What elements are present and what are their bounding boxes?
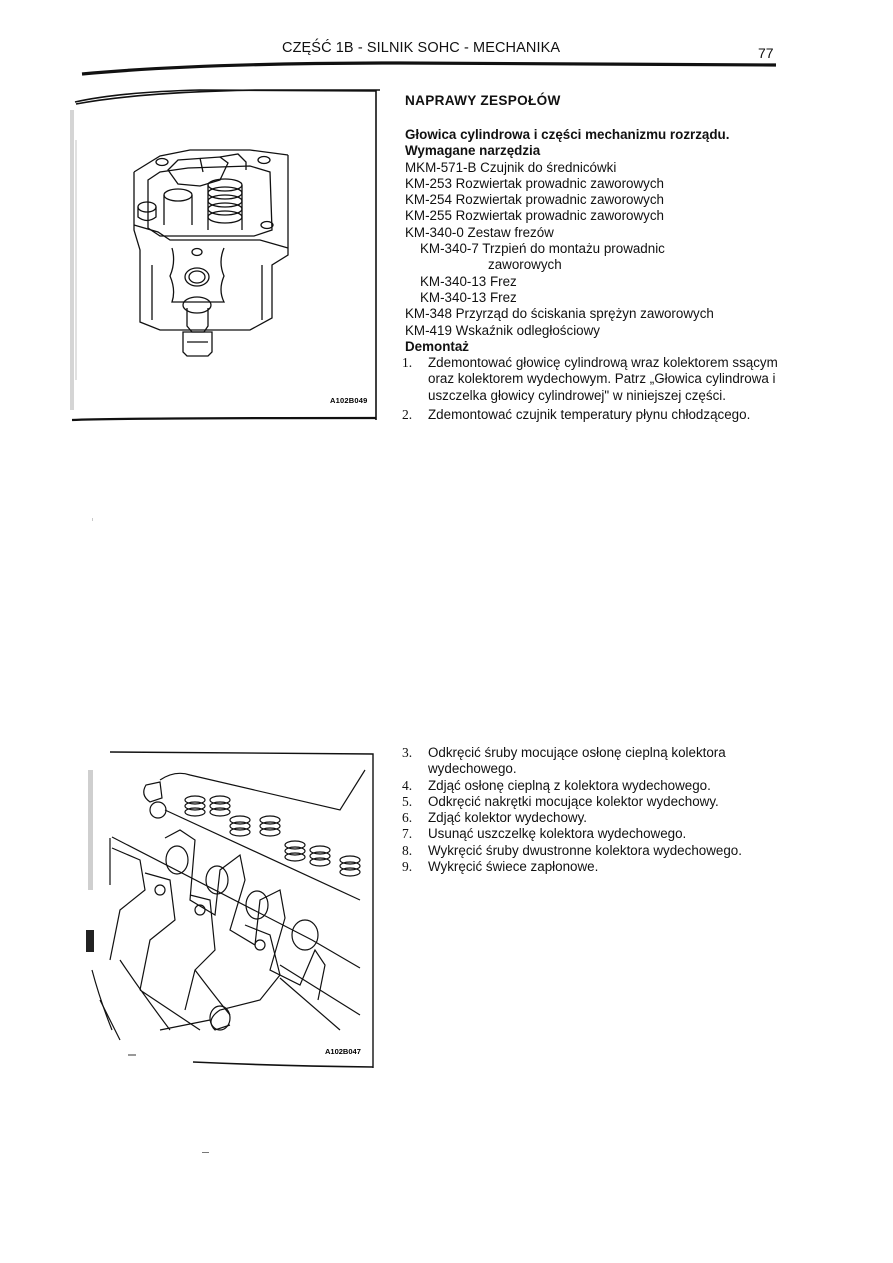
step-number: 7. — [402, 826, 413, 842]
step-item — [400, 794, 790, 810]
figure-cylinder-head — [60, 80, 390, 430]
tool-item: KM-253 Rozwiertak prowadnic zaworowych — [405, 175, 664, 191]
figure-label: A102B049 — [330, 396, 368, 405]
scan-edge-noise — [70, 110, 77, 410]
step-item — [402, 355, 795, 404]
manifold-illustration — [92, 770, 365, 1040]
tools-and-disassembly-block — [402, 127, 795, 423]
tool-item: MKM-571-B Czujnik do średnicówki — [405, 159, 617, 175]
step-text: Zdjąć osłonę cieplną z kolektora wydechowego. — [428, 777, 711, 793]
step-text: Odkręcić śruby mocujące osłonę cieplną kolektora wydechowego. — [428, 745, 726, 777]
step-text: Usunąć uszczelkę kolektora wydechowego. — [428, 826, 687, 842]
figure-exhaust-manifold — [80, 740, 380, 1080]
step-text: Zdjąć kolektor wydechowy. — [428, 810, 588, 826]
tool-item: KM-255 Rozwiertak prowadnic zaworowych — [405, 208, 664, 224]
section-heading: NAPRAWY ZESPOŁÓW — [405, 93, 561, 108]
step-item — [400, 859, 790, 875]
step-item — [400, 826, 790, 842]
disassembly-steps — [402, 355, 795, 423]
step-number: 3. — [402, 745, 413, 760]
step-text: Odkręcić nakrętki mocujące kolektor wydechowy. — [428, 793, 719, 809]
step-text: Zdemontować czujnik temperatury płynu chłodzącego. — [428, 407, 751, 423]
step-text: Wykręcić świece zapłonowe. — [428, 859, 599, 875]
step-number: 4. — [402, 777, 413, 793]
step-text: Wykręcić śruby dwustronne kolektora wydechowego. — [428, 842, 742, 858]
step-text: Zdemontować głowicę cylindrową wraz kolektorem ssącym oraz kolektorem wydechowym. Patrz „Głowica cylindrowa i uszczelka głowicy cylindrowej" w niniejszej części. — [428, 355, 778, 403]
gasket — [165, 830, 325, 1000]
page-header-title: CZĘŚĆ 1B - SILNIK SOHC - MECHANIKA — [282, 40, 561, 56]
step-number: 9. — [402, 859, 413, 875]
subtool-item: KM-340-13 Frez — [420, 289, 517, 305]
tool-item: KM-419 Wskaźnik odległościowy — [405, 322, 600, 338]
page-number: 77 — [758, 45, 774, 61]
valve-springs — [185, 796, 360, 876]
disassembly-steps-continued — [400, 745, 790, 875]
subtool-item: KM-340-7 Trzpień do montażu prowadnic — [420, 241, 665, 257]
disassembly-steps — [400, 745, 790, 875]
step-item — [400, 843, 790, 859]
tool-item: KM-348 Przyrząd do ściskania sprężyn zaworowych — [405, 306, 714, 322]
step-number: 8. — [402, 842, 413, 858]
step-number: 2. — [402, 407, 413, 423]
tool-item: KM-254 Rozwiertak prowadnic zaworowych — [405, 192, 664, 208]
tools-heading: Wymagane narzędzia — [405, 143, 541, 159]
subtool-item: KM-340-13 Frez — [420, 273, 517, 289]
disassembly-heading: Demontaż — [405, 338, 469, 354]
subtool-item-continuation: zaworowych — [488, 257, 562, 273]
step-item — [400, 745, 790, 778]
step-item — [400, 778, 790, 794]
header-rule — [0, 0, 893, 140]
figure-label: A102B047 — [325, 1047, 361, 1056]
exhaust-manifold — [110, 848, 340, 1030]
step-item — [400, 810, 790, 826]
scan-edge-noise — [86, 770, 94, 952]
step-number: 6. — [402, 810, 413, 826]
cylinder-head-illustration — [134, 150, 288, 356]
subsection-title: Głowica cylindrowa i części mechanizmu rozrządu. — [405, 127, 730, 142]
tool-item: KM-340-0 Zestaw frezów — [405, 224, 554, 240]
scan-speck — [92, 518, 93, 521]
step-item — [402, 407, 795, 423]
step-number: 5. — [402, 793, 413, 809]
step-number: 1. — [402, 355, 413, 371]
scan-speck — [202, 1152, 209, 1153]
